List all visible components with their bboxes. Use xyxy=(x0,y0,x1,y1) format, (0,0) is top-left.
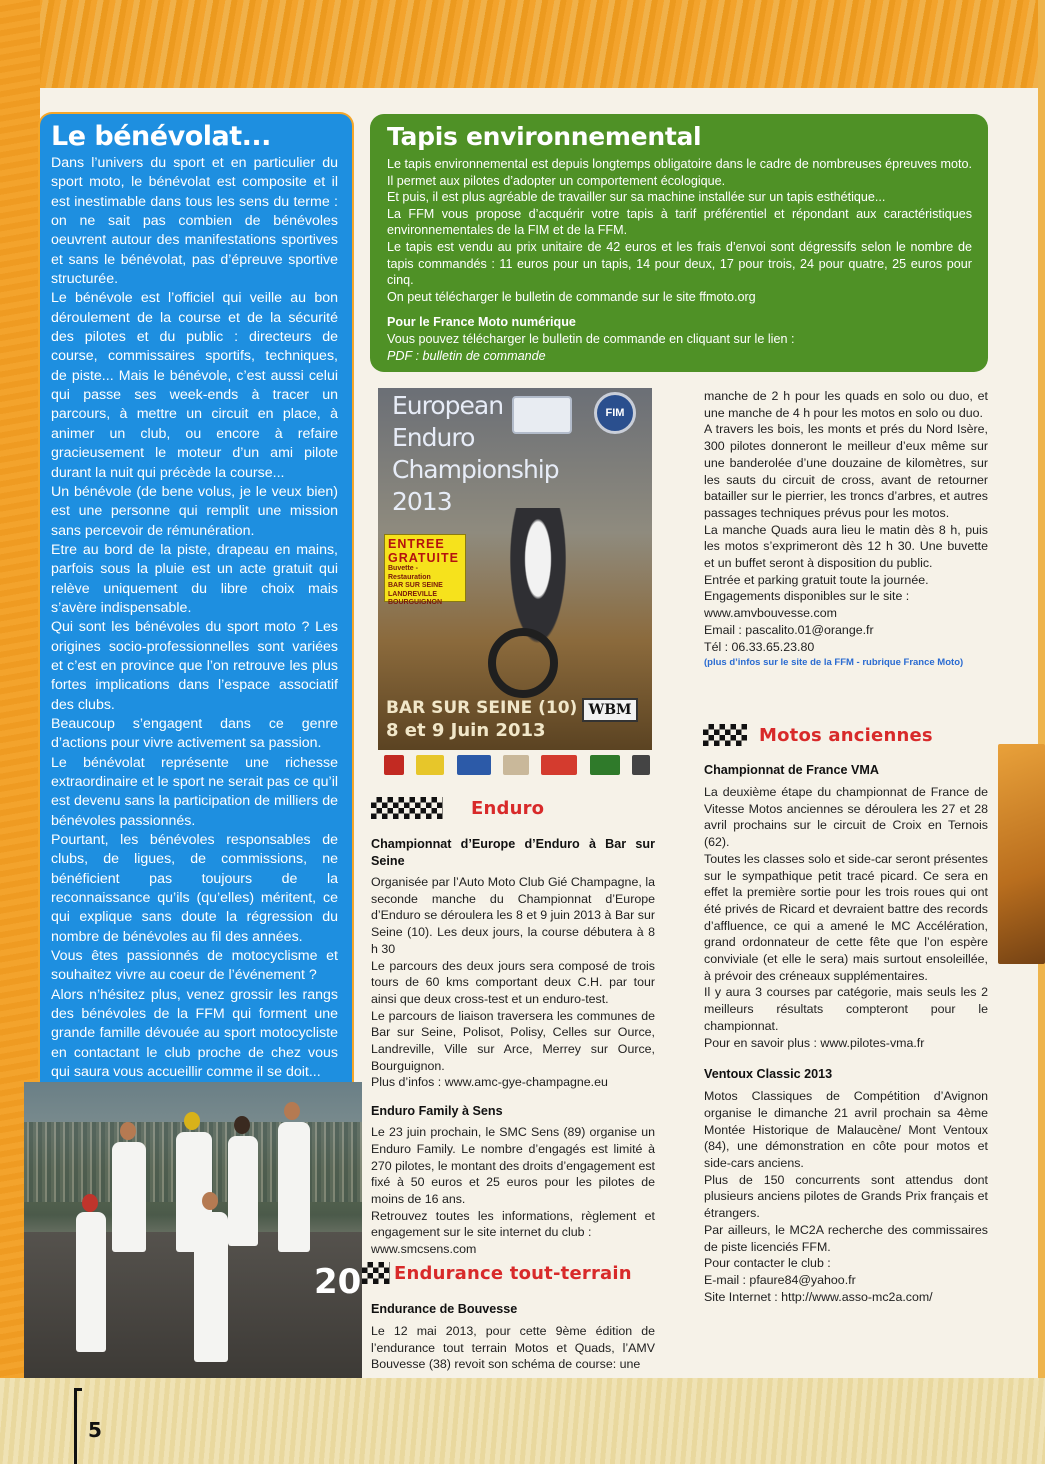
enduro-poster xyxy=(378,388,652,750)
benevolat-paragraph: Alors n’hésitez plus, venez grossir les rangs des bénévoles de la FFM qui forment une grande famille dévouée au sport motocycliste en contactant le club proche de chez vous qui saura vous accueillir comme il se doit... xyxy=(51,986,338,1081)
footer-band xyxy=(0,1378,1045,1464)
checkered-flag-icon xyxy=(371,797,443,819)
right-column xyxy=(704,388,988,672)
benevolat-box xyxy=(38,112,354,1082)
bulletin-link[interactable]: PDF : bulletin de commande xyxy=(387,348,546,363)
endurance-continued: Engagements disponibles sur le site : xyxy=(704,589,910,604)
photo-person xyxy=(194,1212,228,1362)
sponsor-logo xyxy=(416,755,444,775)
badge-text: ENTREE xyxy=(388,537,445,551)
endurance-continued: manche de 2 h pour les quads en solo ou duo, et une manche de 4 h pour les motos en solo ou duo. xyxy=(704,389,988,420)
photo-person xyxy=(228,1136,258,1246)
benevolat-paragraph: Le bénévolat représente une richesse extraordinaire et le sport ne serait pas ce qu’il est devenu sans la participation de milliers de bénévoles passionnés. xyxy=(51,754,338,829)
vma-link[interactable]: Pour en savoir plus : www.pilotes-vma.fr xyxy=(704,1035,925,1050)
enduro-family-heading: Enduro Family à Sens xyxy=(371,1104,503,1119)
benevolat-paragraph: Le bénévole est l’officiel qui veille au bon déroulement de la course et de la sécurité des pilotes et du public : directeurs de course, commissaires sportifs, techniques, de piste... Mais le bénévole, c’est aussi celui qui passe ses week-ends à tracer un parcours, à mettre un circuit en place, à animer un club, ou encore à refaire gracieusement le moteur d’un ami pilote durant la nuit qui précède la course... xyxy=(51,290,338,481)
enduro-paragraph: Le parcours des deux jours sera composé de trois tours de 60 kms comportant deux C.H. par tour ainsi que deux cross-test et un enduro-test. xyxy=(371,958,655,1006)
benevolat-body xyxy=(51,154,338,1083)
tapis-paragraph: Et puis, il est plus agréable de travailler sur sa machine installée sur un tapis esthétique... xyxy=(387,190,886,205)
vma-heading: Championnat de France VMA xyxy=(704,763,879,777)
free-entry-badge xyxy=(384,534,466,606)
motos-header xyxy=(703,724,933,746)
photo-head xyxy=(120,1122,136,1140)
endurance-continued: Entrée et parking gratuit toute la journée. xyxy=(704,572,929,587)
sponsor-logo xyxy=(503,755,529,775)
tapis-paragraph: On peut télécharger le bulletin de commande sur le site ffmoto.org xyxy=(387,289,756,304)
benevolat-paragraph: Un bénévole (de bene volus, je le veux bien) est une personne qui remplit une mission sans percevoir de rémunération. xyxy=(51,483,338,539)
benevolat-title: Le bénévolat... xyxy=(51,121,271,152)
enduro-section-title: Enduro xyxy=(471,797,545,819)
ventoux-site-link[interactable]: Site Internet : http://www.asso-mc2a.com/ xyxy=(704,1289,933,1304)
motos-column xyxy=(704,762,988,1305)
photo-head xyxy=(184,1112,200,1130)
photo-head xyxy=(202,1192,218,1210)
motos-section-title: Motos anciennes xyxy=(759,724,933,746)
sponsor-logo xyxy=(632,755,650,775)
ventoux-paragraph: Par ailleurs, le MC2A recherche des commissaires de piste licenciés FFM. xyxy=(704,1222,988,1254)
benevolat-paragraph: Etre au bord de la piste, drapeau en mains, parfois sous la pluie est un acte gratuit qui relève uniquement du libre choix mais s’avère indispensable. xyxy=(51,541,338,616)
sponsor-logos xyxy=(384,752,650,778)
volunteers-photo xyxy=(24,1082,362,1378)
tapis-paragraph: Le tapis est vendu au prix unitaire de 42 euros et les frais d’envoi sont dégressifs selon le nombre de tapis commandés : 11 euros pour un tapis, 14 pour deux, 17 pour trois, 24 pour quatre, 25 euros pour cinq. xyxy=(387,239,972,288)
page-number-bracket xyxy=(74,1388,82,1464)
motorcycle-photo-edge xyxy=(998,744,1045,964)
benevolat-paragraph: Pourtant, les bénévoles responsables de clubs, de ligues, de commissions, ne bénéficient pas toujours de la reconnaissance qu’ils (qu’elles) méritent, ce qui explique sans doute la régression du nombre de bénévoles au fil des années. xyxy=(51,832,338,945)
benevolat-paragraph: Dans l’univers du sport et en particulier du sport moto, le bénévolat est composite et il est inestimable dans tous les sens du terme : on ne sait pas combien de bénévoles oeuvrent autour des manifestations sportives et sans le bénévolat, pas d’épreuve sportive structurée. xyxy=(51,155,338,288)
badge-small-text: BOURGUIGNON xyxy=(388,599,443,606)
enduro-link[interactable]: Plus d’infos : www.amc-gye-champagne.eu xyxy=(371,1075,608,1090)
vma-paragraph: Il y aura 3 courses par catégorie, mais seuls les 2 meilleurs résultats compteront pour le championnat. xyxy=(704,985,988,1033)
photo-head xyxy=(284,1102,300,1120)
ventoux-paragraph: Motos Classiques de Compétition d’Avignon organise le dimanche 21 avril prochain sa 4ème Montée Historique de Malaucène/ Mont Ventoux (84), une démonstration en côte pour motos et side-cars anciens. xyxy=(704,1089,988,1171)
enduro-paragraph: Le parcours de liaison traversera les communes de Bar sur Seine, Polisot, Polisy, Celles sur Ource, Landreville, Ville sur Arce, Merrey sur Ource, Bourguignon. xyxy=(371,1008,655,1073)
checkered-flag-icon xyxy=(362,1262,390,1284)
photo-person xyxy=(76,1212,106,1352)
sponsor-logo xyxy=(457,755,491,775)
ventoux-paragraph: Pour contacter le club : xyxy=(704,1256,831,1271)
endurance-heading: Endurance de Bouvesse xyxy=(371,1302,518,1316)
wbm-logo: WBM xyxy=(582,698,638,722)
endurance-continued: La manche Quads aura lieu le matin dès 8 h, puis les motos s’exprimeront dès 12 h 30. Une buvette et un buffet seront à disposition du public. xyxy=(704,522,988,571)
enduro-family-paragraph: Le 23 juin prochain, le SMC Sens (89) organise un Enduro Family. Le nombre d’engagés est limité à 270 pilotes, le montant des droits d’engagement est fixé à 50 euros et 25 euros pour les pilotes de moins de 16 ans. xyxy=(371,1125,655,1206)
endurance-header xyxy=(362,1262,632,1284)
benevolat-paragraph: Beaucoup s’engagent dans ce genre d’actions pour vivre activement sa passion. xyxy=(51,715,338,752)
sponsor-logo xyxy=(541,755,577,775)
poster-title-line: European xyxy=(392,391,504,420)
tapis-title: Tapis environnemental xyxy=(387,122,702,151)
enduro-heading: Championnat d’Europe d’Enduro à Bar sur Seine xyxy=(371,837,655,868)
ventoux-email[interactable]: E-mail : pfaure84@yahoo.fr xyxy=(704,1272,856,1287)
poster-location: BAR SUR SEINE (10) xyxy=(386,698,578,718)
photo-track xyxy=(24,1232,362,1378)
badge-small-text: Buvette - Restauration xyxy=(388,565,431,581)
tapis-paragraph: Le tapis environnemental est depuis longtemps obligatoire dans le cadre de nombreuses épreuves moto. Il permet aux pilotes d’adopter un comportement écologique. xyxy=(387,157,972,188)
endurance-section-title: Endurance tout-terrain xyxy=(394,1262,632,1284)
header-banner xyxy=(0,0,1045,88)
endurance-column xyxy=(371,1301,655,1373)
endurance-paragraph: Le 12 mai 2013, pour cette 9ème édition de l’endurance tout terrain Motos et Quads, l’AMV Bouvesse (38) revoit son schéma de course: une xyxy=(371,1324,655,1372)
poster-title-line: Enduro xyxy=(392,423,475,452)
photo-person xyxy=(278,1122,310,1252)
middle-column xyxy=(371,836,655,1258)
endurance-continued: A travers les bois, les monts et prés du Nord Isère, 300 pilotes donneront le meilleur d’eux même sur une banderolée d’une douzaine de kilomètres, sur les sauts du circuit de cross, avant de retourner batailler sur le pierrier, les troncs d’arbres, et autres passages techniques prévus pour les motos. xyxy=(704,422,988,520)
photo-head xyxy=(82,1194,98,1212)
smcsens-link[interactable]: www.smcsens.com xyxy=(371,1242,477,1257)
enduro-family-paragraph: Retrouvez toutes les informations, règlement et engagement sur le site internet du club : xyxy=(371,1208,655,1240)
phone-text: Tél : 06.33.65.23.80 xyxy=(704,639,815,654)
ventoux-paragraph: Plus de 150 concurrents sont attendus dont plusieurs anciens pilotes de Grands Prix français et étrangers. xyxy=(704,1172,988,1221)
vma-paragraph: La deuxième étape du championnat de France de Vitesse Motos anciennes se déroulera les 27 et 28 avril prochains sur le circuit de Croix en Ternois (62). xyxy=(704,785,988,850)
poster-dates: 8 et 9 Juin 2013 xyxy=(386,720,546,741)
sponsor-logo xyxy=(590,755,620,775)
right-margin-strip xyxy=(1038,0,1045,1464)
amvbouvesse-link[interactable]: www.amvbouvesse.com xyxy=(704,606,837,621)
badge-text: GRATUITE xyxy=(388,551,459,565)
tapis-box xyxy=(370,114,988,372)
sponsor-logo xyxy=(384,755,404,775)
badge-small-text: LANDREVILLE xyxy=(388,590,437,598)
email-text[interactable]: Email : pascalito.01@orange.fr xyxy=(704,622,874,637)
enduro-paragraph: Organisée par l’Auto Moto Club Gié Champagne, la seconde manche du Championnat d’Europe d’Enduro se déroulera les 8 et 9 juin 2013 à Bar sur Seine (10). Les deux jours, la course débutera à 8 h 30 xyxy=(371,875,655,956)
poster-wheel xyxy=(488,628,558,698)
page-number: 5 xyxy=(88,1418,102,1442)
vma-paragraph: Toutes les classes solo et side-car seront présentes sur le sympathique petit tracé picard. Ce sera en effet la première sortie pour les trois roues qui ont été privés de Ricard et devraient battre des records d’affluence, ce qui a amené le MC Accélération, grand ordonnateur de cette fête que l’on espère conviviale (et elle le sera) mais surtout ensoleillée, à prévoir des créneaux supplémentaires. xyxy=(704,851,988,983)
ffm-info-note[interactable]: (plus d’infos sur le site de la FFM - rubrique France Moto) xyxy=(704,657,964,669)
tapis-paragraph: La FFM vous propose d’acquérir votre tapis à tarif préférentiel et répondant aux caractéristiques environnementales de la FIM et de la FFM. xyxy=(387,206,972,238)
tapis-subtitle: Pour le France Moto numérique xyxy=(387,315,576,330)
photo-sign: 20 xyxy=(314,1262,362,1302)
fim-logo: FIM xyxy=(594,392,636,434)
checkered-flag-icon xyxy=(703,724,747,746)
ventoux-heading: Ventoux Classic 2013 xyxy=(704,1067,833,1082)
enduro-header xyxy=(371,797,544,819)
tapis-subtext: Vous pouvez télécharger le bulletin de commande en cliquant sur le lien : xyxy=(387,331,795,346)
badge-small-text: BAR SUR SEINE xyxy=(388,582,443,589)
ffm-logo xyxy=(512,396,572,434)
poster-title-line: Championship xyxy=(392,455,559,484)
photo-person xyxy=(112,1142,146,1252)
benevolat-paragraph: Qui sont les bénévoles du sport moto ? Les origines socio-professionnelles sont variées et c’est en province que l’on retrouve les plus fortes implications dans l’espace associatif des clubs. xyxy=(51,619,338,713)
poster-title-line: 2013 xyxy=(392,487,452,516)
benevolat-paragraph: Vous êtes passionnés de motocyclisme et souhaitez vivre au coeur de l’événement ? xyxy=(51,948,338,984)
photo-head xyxy=(234,1116,250,1134)
